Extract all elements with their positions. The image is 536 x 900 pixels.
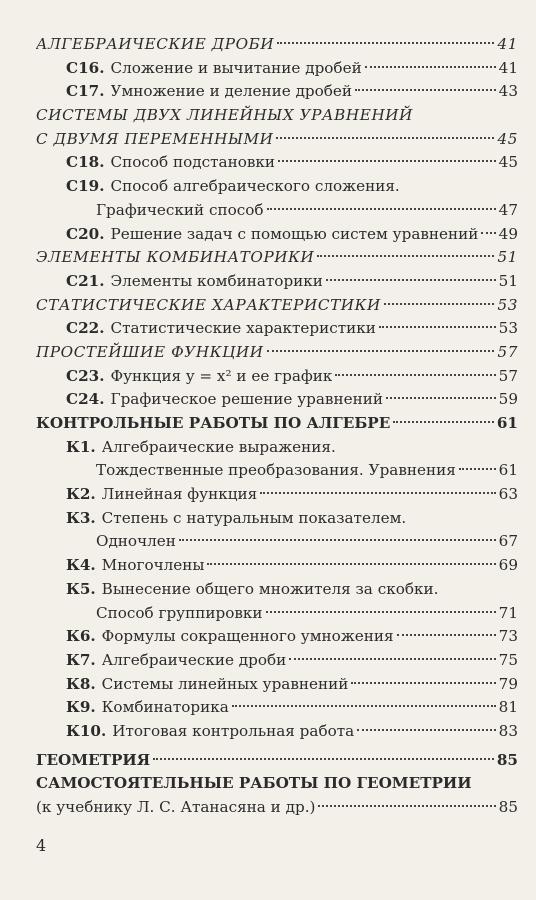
toc-page-number: 75 [498, 650, 518, 669]
toc-item-continuation [36, 602, 518, 626]
toc-page-number: 53 [497, 295, 518, 314]
dot-leader [317, 255, 494, 257]
table-of-contents [36, 33, 518, 820]
toc-item [36, 483, 518, 507]
toc-item-title: Элементы комбинаторики [110, 271, 323, 290]
toc-item-code: С23. [66, 366, 105, 385]
toc-item-code: С21. [66, 271, 105, 290]
dot-leader [278, 160, 496, 162]
toc-section-heading [36, 294, 518, 318]
dot-leader [481, 232, 495, 234]
toc-item [36, 507, 518, 531]
toc-item [36, 554, 518, 578]
toc-item-title: АЛГЕБРАИЧЕСКИЕ ДРОБИ [36, 35, 275, 53]
toc-page-number: 49 [498, 224, 518, 243]
toc-item-code: К4. [66, 556, 96, 575]
toc-item-continuation [36, 459, 518, 483]
toc-page-number: 43 [498, 82, 518, 101]
toc-page-number: 59 [498, 390, 518, 409]
toc-item-title: Способ подстановки [110, 153, 276, 172]
toc-item-continuation [36, 530, 518, 554]
toc-page-number: 67 [498, 532, 518, 551]
toc-item-code: К10. [66, 721, 107, 740]
toc-item [36, 673, 518, 697]
toc-item-title: Комбинаторика [101, 698, 229, 717]
dot-leader [232, 705, 496, 707]
toc-item-title: Статистические характеристики [110, 319, 376, 338]
toc-item-title: Итоговая контрольная работа [112, 721, 355, 740]
toc-page-number: 45 [498, 153, 518, 172]
toc-item-code: К9. [66, 698, 96, 717]
toc-page-number: 83 [498, 721, 518, 740]
toc-page-number: 61 [496, 414, 518, 432]
toc-item-title: Способ алгебраического сложения. [110, 177, 400, 196]
toc-page-number: 41 [497, 35, 518, 53]
toc-item-title: Формулы сокращенного умножения [101, 627, 394, 646]
dot-leader [267, 208, 496, 210]
dot-leader [365, 66, 496, 68]
dot-leader [326, 279, 496, 281]
dot-leader [355, 89, 496, 91]
toc-item-title: Решение задач с помощью систем уравнений [110, 224, 479, 243]
toc-item-title: Сложение и вычитание дробей [110, 58, 362, 77]
toc-part-heading [36, 412, 518, 436]
dot-leader [267, 350, 495, 352]
dot-leader [207, 563, 495, 565]
toc-item-title: Линейная функция [101, 485, 258, 504]
toc-section-heading [36, 246, 518, 270]
toc-item-title: Многочлены [101, 556, 205, 575]
toc-item-code: С17. [66, 82, 105, 101]
toc-item-title: КОНТРОЛЬНЫЕ РАБОТЫ ПО АЛГЕБРЕ [36, 414, 391, 432]
toc-section-heading [36, 104, 518, 128]
toc-page-number: 41 [498, 58, 518, 77]
dot-leader [266, 611, 496, 613]
toc-item-continuation [36, 199, 518, 223]
toc-item-code: С24. [66, 390, 105, 409]
dot-leader [384, 303, 495, 305]
toc-item-title: Умножение и деление дробей [110, 82, 353, 101]
toc-item-title: ПРОСТЕЙШИЕ ФУНКЦИИ [36, 342, 264, 361]
toc-item-title: ЭЛЕМЕНТЫ КОМБИНАТОРИКИ [36, 248, 315, 267]
toc-item-title: Вынесение общего множителя за скобки. [101, 579, 439, 598]
toc-page-number: 57 [498, 366, 518, 385]
toc-item [36, 270, 518, 294]
toc-page-number: 71 [498, 603, 518, 622]
dot-leader [260, 492, 495, 494]
toc-page-number: 61 [498, 461, 518, 480]
toc-item-code: С19. [66, 177, 105, 196]
toc-item-code: К5. [66, 579, 96, 598]
toc-page-number: 53 [498, 319, 518, 338]
toc-page-number: 81 [498, 698, 518, 717]
dot-leader [289, 658, 495, 660]
toc-page-number: 69 [498, 556, 518, 575]
toc-section-heading [36, 33, 518, 57]
dot-leader [351, 682, 495, 684]
toc-page-number: 47 [498, 200, 518, 219]
toc-page-number: 85 [496, 750, 518, 769]
dot-leader [397, 634, 496, 636]
toc-item [36, 696, 518, 720]
toc-item-title: ГЕОМЕТРИЯ [36, 750, 151, 769]
toc-item [36, 388, 518, 412]
toc-item-title: Степень с натуральным показателем. [101, 508, 407, 527]
dot-leader [386, 397, 496, 399]
toc-item-title: Системы линейных уравнений [101, 674, 349, 693]
toc-item-code: С18. [66, 153, 105, 172]
toc-item-code: К3. [66, 508, 96, 527]
toc-item-code: К2. [66, 485, 96, 504]
toc-page-number: 51 [498, 271, 518, 290]
toc-item-title: Способ группировки [96, 603, 263, 622]
toc-item-code: К7. [66, 650, 96, 669]
toc-item [36, 436, 518, 460]
toc-page-number: 85 [498, 798, 518, 816]
toc-page-number: 73 [498, 627, 518, 646]
toc-item-title: Тождественные преобразования. Уравнения [96, 461, 456, 480]
toc-item-title: Графическое решение уравнений [110, 390, 383, 409]
toc-item-code: С20. [66, 224, 105, 243]
toc-item [36, 365, 518, 389]
toc-item [36, 649, 518, 673]
dot-leader [153, 758, 494, 760]
toc-item-title: Функция y = x² и ее график [110, 366, 333, 385]
dot-leader [393, 421, 494, 423]
dot-leader [318, 805, 495, 807]
toc-item-title: С ДВУМЯ ПЕРЕМЕННЫМИ [36, 129, 274, 148]
toc-item-title: Одночлен [96, 532, 176, 551]
toc-page-number: 79 [498, 674, 518, 693]
toc-item [36, 151, 518, 175]
toc-item [36, 720, 518, 744]
toc-item [36, 80, 518, 104]
dot-leader [277, 42, 494, 44]
toc-item-title: Графический способ [96, 200, 264, 219]
toc-page-number: 57 [497, 342, 518, 361]
toc-subtitle [36, 796, 518, 820]
toc-item [36, 57, 518, 81]
dot-leader [357, 729, 495, 731]
page-number: 4 [36, 836, 47, 855]
toc-item-title: СТАТИСТИЧЕСКИЕ ХАРАКТЕРИСТИКИ [36, 295, 381, 314]
toc-part-heading [36, 749, 518, 773]
toc-page-number: 63 [498, 485, 518, 504]
dot-leader [379, 326, 496, 328]
toc-section-heading [36, 128, 518, 152]
dot-leader [276, 137, 494, 139]
toc-page-number: 51 [497, 248, 518, 267]
toc-item-code: К8. [66, 674, 96, 693]
dot-leader [459, 468, 496, 470]
toc-section-heading [36, 341, 518, 365]
toc-item-code: С22. [66, 319, 105, 338]
toc-item [36, 317, 518, 341]
toc-item-title: СИСТЕМЫ ДВУХ ЛИНЕЙНЫХ УРАВНЕНИЙ [36, 106, 413, 125]
toc-item [36, 223, 518, 247]
toc-item-title: Алгебраические дроби [101, 650, 287, 669]
toc-item-code: К6. [66, 627, 96, 646]
toc-item [36, 578, 518, 602]
toc-item-title: Алгебраические выражения. [101, 437, 336, 456]
toc-item-code: С16. [66, 58, 105, 77]
toc-item-title: САМОСТОЯТЕЛЬНЫЕ РАБОТЫ ПО ГЕОМЕТРИИ [36, 774, 472, 793]
toc-item [36, 175, 518, 199]
toc-item-code: К1. [66, 437, 96, 456]
toc-item-title: (к учебнику Л. С. Атанасяна и др.) [36, 798, 316, 816]
toc-part-heading [36, 772, 518, 796]
dot-leader [179, 539, 496, 541]
toc-item [36, 625, 518, 649]
dot-leader [335, 374, 495, 376]
toc-page-number: 45 [497, 129, 518, 148]
